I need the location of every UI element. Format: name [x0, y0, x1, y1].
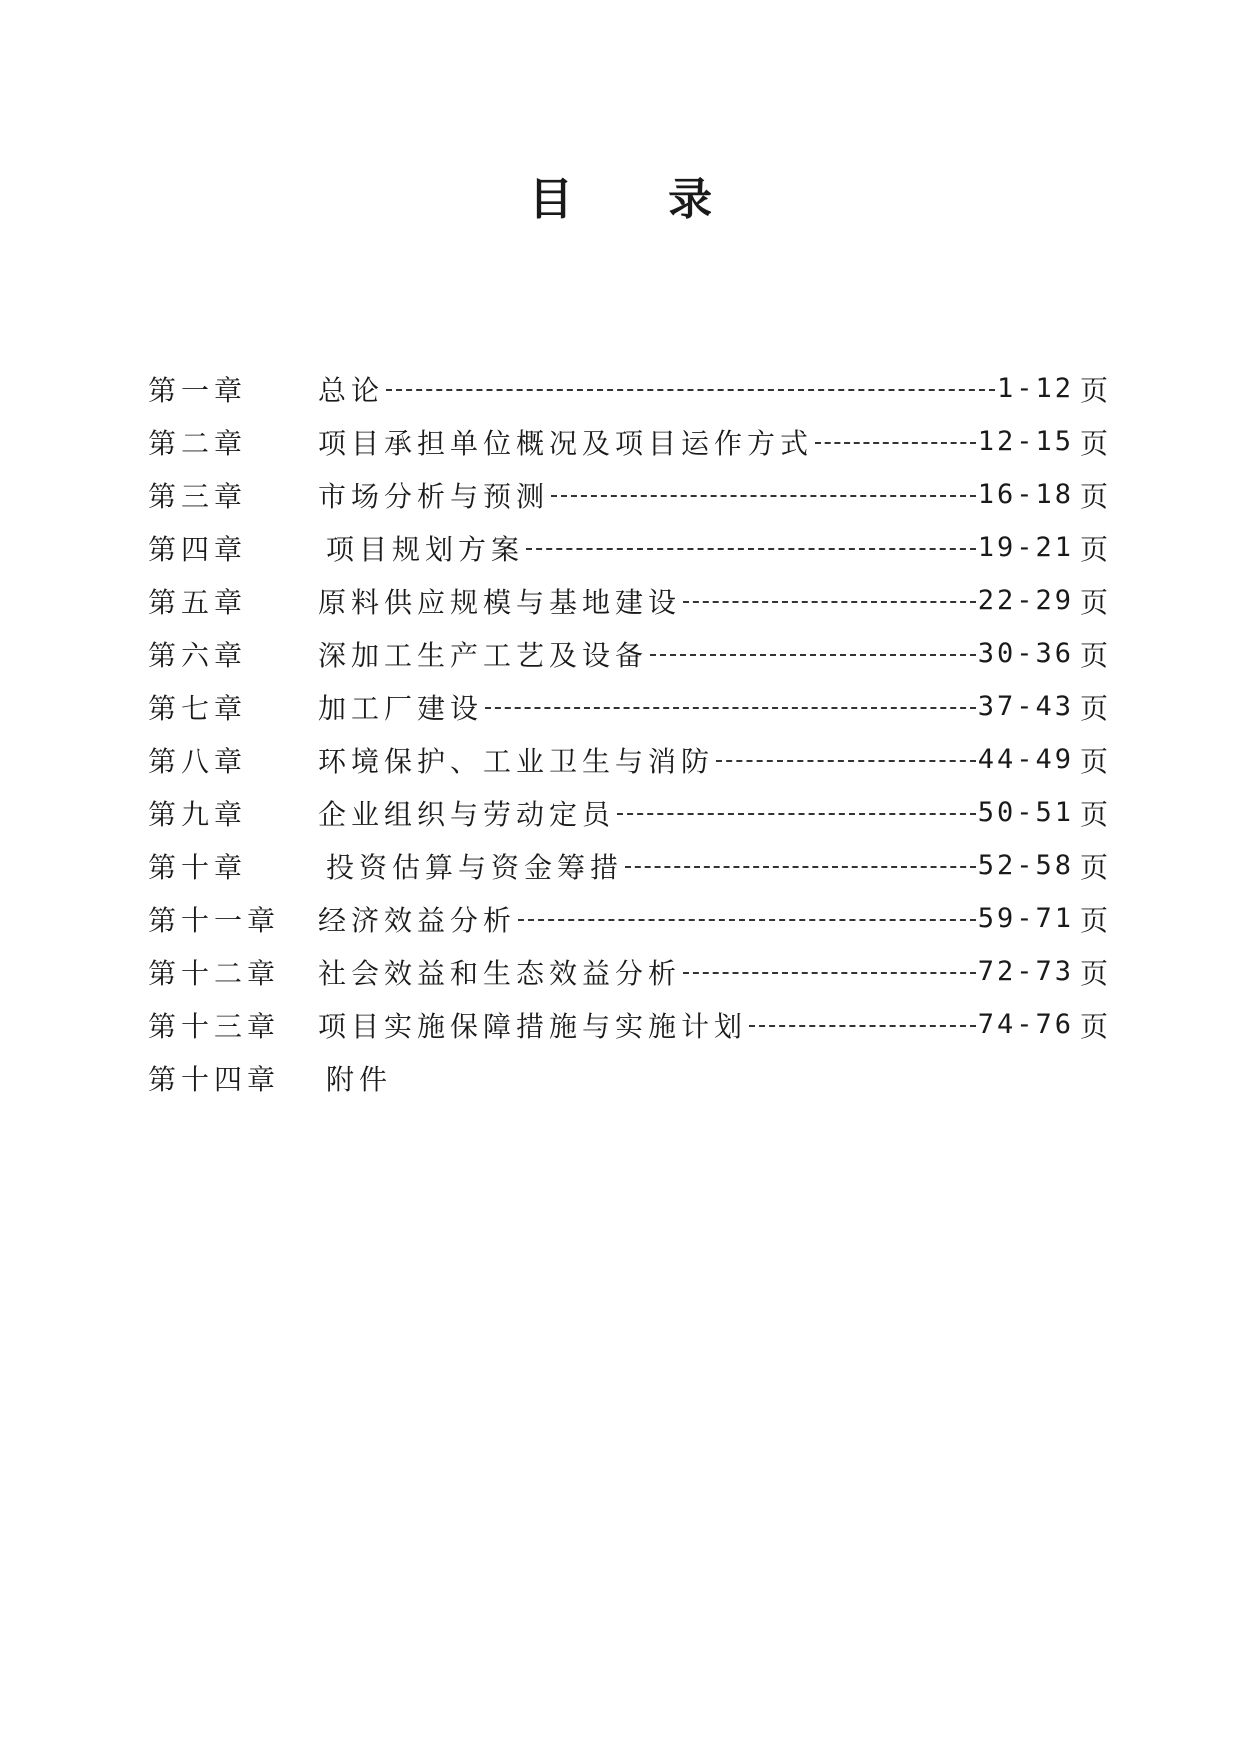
toc-chapter-title: 加工厂建设 — [318, 691, 484, 725]
toc-leader-dashes — [526, 521, 976, 574]
toc-page-range: 1-12 — [996, 373, 1074, 404]
toc-entry — [148, 521, 1108, 574]
toc-page-range: 16-18 — [977, 479, 1074, 510]
toc-leader-dashes — [485, 680, 976, 733]
toc-page-range: 50-51 — [977, 797, 1074, 828]
toc-chapter-label: 第十四章 — [148, 1062, 281, 1096]
toc-leader-dashes — [386, 362, 995, 415]
toc-leader-dashes — [617, 786, 976, 839]
toc-leader-dashes — [650, 627, 976, 680]
toc-leader-dashes — [683, 574, 976, 627]
toc-chapter-label: 第八章 — [148, 744, 248, 778]
toc-page-suffix: 页 — [1079, 585, 1108, 619]
toc-chapter-label: 第十三章 — [148, 1009, 281, 1043]
toc-page-suffix: 页 — [1079, 373, 1108, 407]
toc-chapter-title: 总论 — [318, 373, 385, 407]
toc-chapter-label: 第三章 — [148, 479, 248, 513]
toc-entry — [148, 680, 1108, 733]
toc-page-suffix: 页 — [1079, 850, 1108, 884]
toc-page-suffix: 页 — [1079, 1009, 1108, 1043]
toc-page-suffix: 页 — [1079, 797, 1108, 831]
toc-page-range: 19-21 — [977, 532, 1074, 563]
toc-entry — [148, 733, 1108, 786]
toc-leader-dashes — [551, 468, 976, 521]
toc-chapter-label: 第十章 — [148, 850, 248, 884]
toc-chapter-title: 原料供应规模与基地建设 — [318, 585, 682, 619]
toc-leader-dashes — [815, 415, 976, 468]
toc-page-suffix: 页 — [1079, 744, 1108, 778]
toc-entry — [148, 998, 1108, 1051]
toc-chapter-label: 第七章 — [148, 691, 248, 725]
toc-chapter-label: 第五章 — [148, 585, 248, 619]
toc-chapter-title: 项目承担单位概况及项目运作方式 — [318, 426, 814, 460]
toc-entry — [148, 574, 1108, 627]
toc-page-suffix: 页 — [1079, 903, 1108, 937]
toc-chapter-title: 企业组织与劳动定员 — [318, 797, 616, 831]
toc-leader-dashes — [716, 733, 976, 786]
toc-chapter-label: 第十一章 — [148, 903, 281, 937]
toc-leader-dashes — [625, 839, 976, 892]
toc-entry — [148, 415, 1108, 468]
toc-entry — [148, 1051, 1108, 1104]
toc-entry — [148, 362, 1108, 415]
toc-page-range: 72-73 — [977, 956, 1074, 987]
toc-page-range: 52-58 — [977, 850, 1074, 881]
toc-entry — [148, 839, 1108, 892]
toc-page-range: 30-36 — [977, 638, 1074, 669]
toc-chapter-title: 项目规划方案 — [326, 532, 525, 566]
toc-leader-dashes — [683, 945, 976, 998]
toc-chapter-title: 环境保护、工业卫生与消防 — [318, 744, 715, 778]
table-of-contents — [148, 362, 1108, 1104]
toc-page-suffix: 页 — [1079, 532, 1108, 566]
toc-page-suffix: 页 — [1079, 638, 1108, 672]
toc-page-suffix: 页 — [1079, 691, 1108, 725]
toc-page-range: 44-49 — [977, 744, 1074, 775]
toc-page-range: 22-29 — [977, 585, 1074, 616]
toc-chapter-title: 投资估算与资金筹措 — [326, 850, 624, 884]
toc-chapter-label: 第六章 — [148, 638, 248, 672]
toc-page-range: 37-43 — [977, 691, 1074, 722]
toc-page-suffix: 页 — [1079, 479, 1108, 513]
toc-page-range: 74-76 — [977, 1009, 1074, 1040]
toc-entry — [148, 945, 1108, 998]
toc-leader-dashes — [518, 892, 976, 945]
toc-entry — [148, 892, 1108, 945]
toc-leader-dashes — [749, 998, 976, 1051]
toc-chapter-title: 附件 — [326, 1062, 393, 1096]
toc-entry — [148, 468, 1108, 521]
toc-chapter-title: 市场分析与预测 — [318, 479, 550, 513]
toc-chapter-label: 第四章 — [148, 532, 248, 566]
toc-page-suffix: 页 — [1079, 426, 1108, 460]
toc-chapter-label: 第十二章 — [148, 956, 281, 990]
toc-entry — [148, 786, 1108, 839]
toc-page-suffix: 页 — [1079, 956, 1108, 990]
toc-chapter-label: 第九章 — [148, 797, 248, 831]
toc-chapter-label: 第二章 — [148, 426, 248, 460]
toc-chapter-title: 深加工生产工艺及设备 — [318, 638, 649, 672]
toc-chapter-title: 社会效益和生态效益分析 — [318, 956, 682, 990]
toc-chapter-title: 项目实施保障措施与实施计划 — [318, 1009, 748, 1043]
page-title: 目 录 — [528, 174, 753, 225]
toc-page-range: 59-71 — [977, 903, 1074, 934]
toc-chapter-label: 第一章 — [148, 373, 248, 407]
toc-entry — [148, 627, 1108, 680]
toc-page-range: 12-15 — [977, 426, 1074, 457]
toc-chapter-title: 经济效益分析 — [318, 903, 517, 937]
